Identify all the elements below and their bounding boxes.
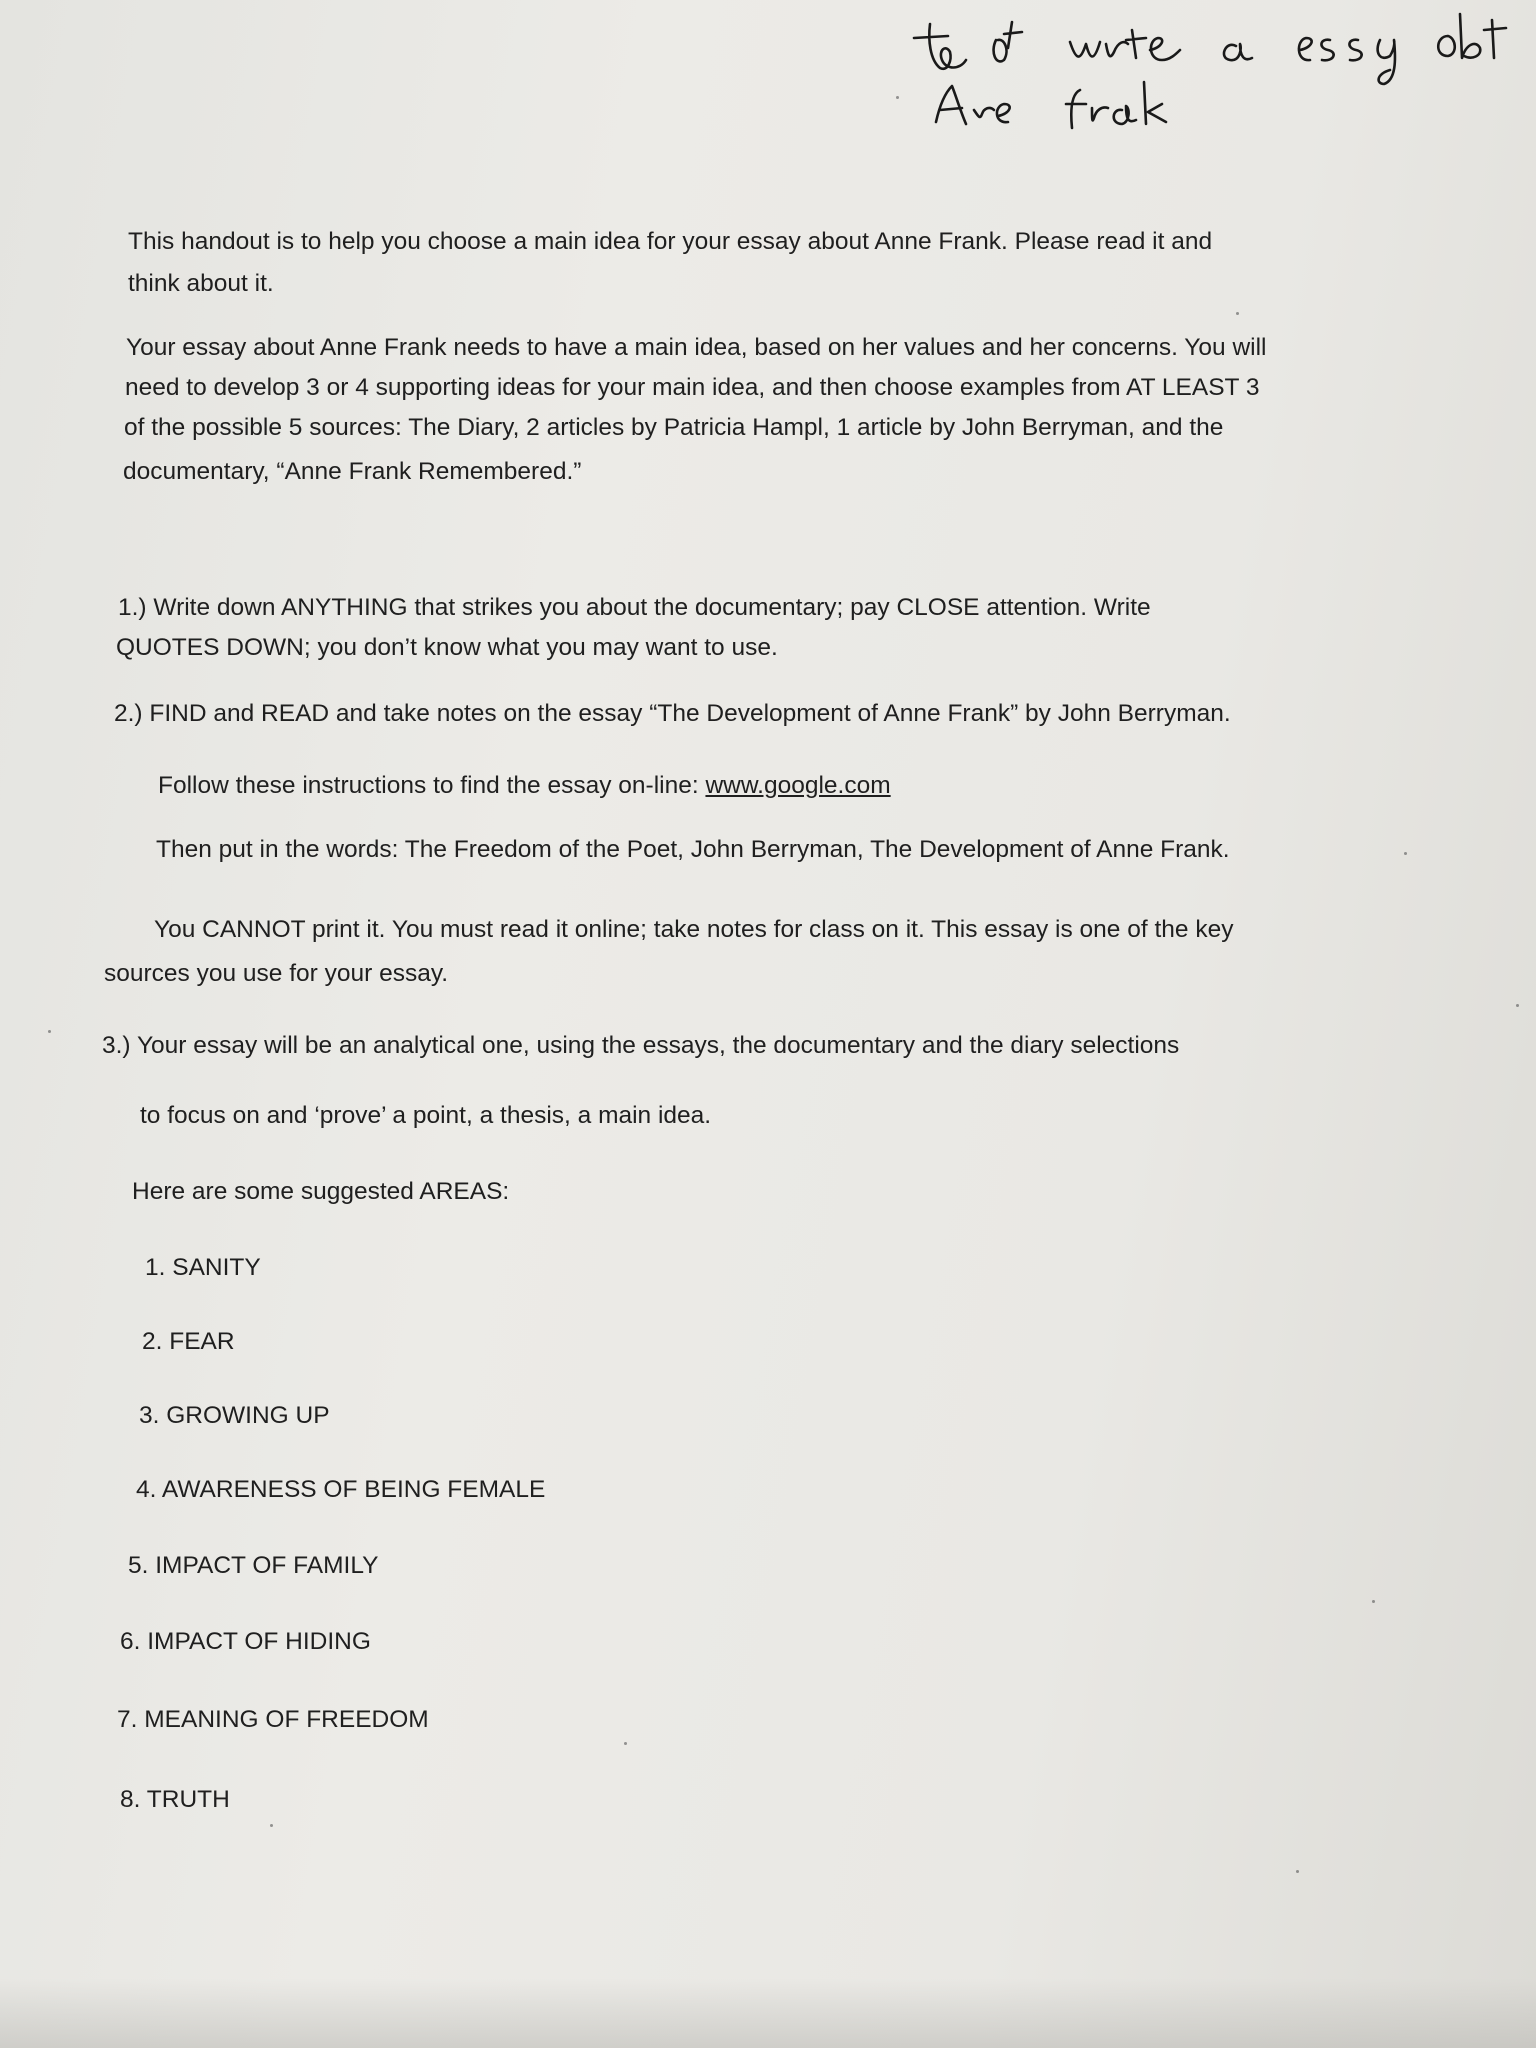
area-item: 4. AWARENESS OF BEING FEMALE [136,1476,546,1503]
area-item: 5. IMPACT OF FAMILY [128,1552,379,1579]
paper-speck [1296,1870,1299,1873]
area-item: 3. GROWING UP [139,1402,330,1429]
intro-line2: think about it. [128,270,274,297]
area-item: 7. MEANING OF FREEDOM [117,1706,429,1733]
step1-line1: 1.) Write down ANYTHING that strikes you about the documentary; pay CLOSE attention. Write [118,594,1151,621]
area-item: 1. SANITY [145,1254,261,1281]
intro-line1: This handout is to help you choose a main idea for your essay about Anne Frank. Please read it and [128,228,1213,255]
paper-speck [1404,852,1407,855]
step2-search-terms: Then put in the words: The Freedom of the Poet, John Berryman, The Development of Anne Frank. [156,836,1230,863]
paper-speck [896,96,899,99]
area-item: 2. FEAR [142,1328,235,1355]
paper-speck [270,1824,273,1827]
area-item: 6. IMPACT OF HIDING [120,1628,371,1655]
step2-follow-line [158,766,891,806]
paper-speck [1516,1004,1519,1007]
overview-line2: need to develop 3 or 4 supporting ideas for your main idea, and then choose examples from AT LEAST 3 [125,374,1260,401]
paper-speck [1236,312,1239,315]
paper-speck [48,1030,51,1033]
step2-follow-prefix: Follow these instructions to find the essay on-line: [158,772,706,799]
paper-speck [624,1742,627,1745]
step3-line1: 3.) Your essay will be an analytical one, using the essays, the documentary and the diary selections [102,1032,1180,1059]
paper-speck [1372,1600,1375,1603]
overview-line3: of the possible 5 sources: The Diary, 2 articles by Patricia Hampl, 1 article by John Berryman, and the [124,414,1224,441]
step3-line2: to focus on and ‘prove’ a point, a thesis, a main idea. [140,1102,712,1129]
google-link[interactable]: www.google.com [705,772,891,799]
handwritten-note [900,0,1520,150]
overview-line1: Your essay about Anne Frank needs to have a main idea, based on her values and her concerns. You will [126,334,1267,361]
handwritten-note-drawing [900,0,1520,150]
step2-cannot-print-line2: sources you use for your essay. [104,960,449,987]
area-item: 8. TRUTH [120,1786,230,1813]
overview-line4: documentary, “Anne Frank Remembered.” [123,458,582,485]
step2-cannot-print-line1: You CANNOT print it. You must read it online; take notes for class on it. This essay is one of the key [154,916,1234,943]
step1-line2: QUOTES DOWN; you don’t know what you may want to use. [116,634,778,661]
step2-line1: 2.) FIND and READ and take notes on the essay “The Development of Anne Frank” by John Berryman. [114,700,1231,727]
areas-heading: Here are some suggested AREAS: [132,1178,510,1205]
